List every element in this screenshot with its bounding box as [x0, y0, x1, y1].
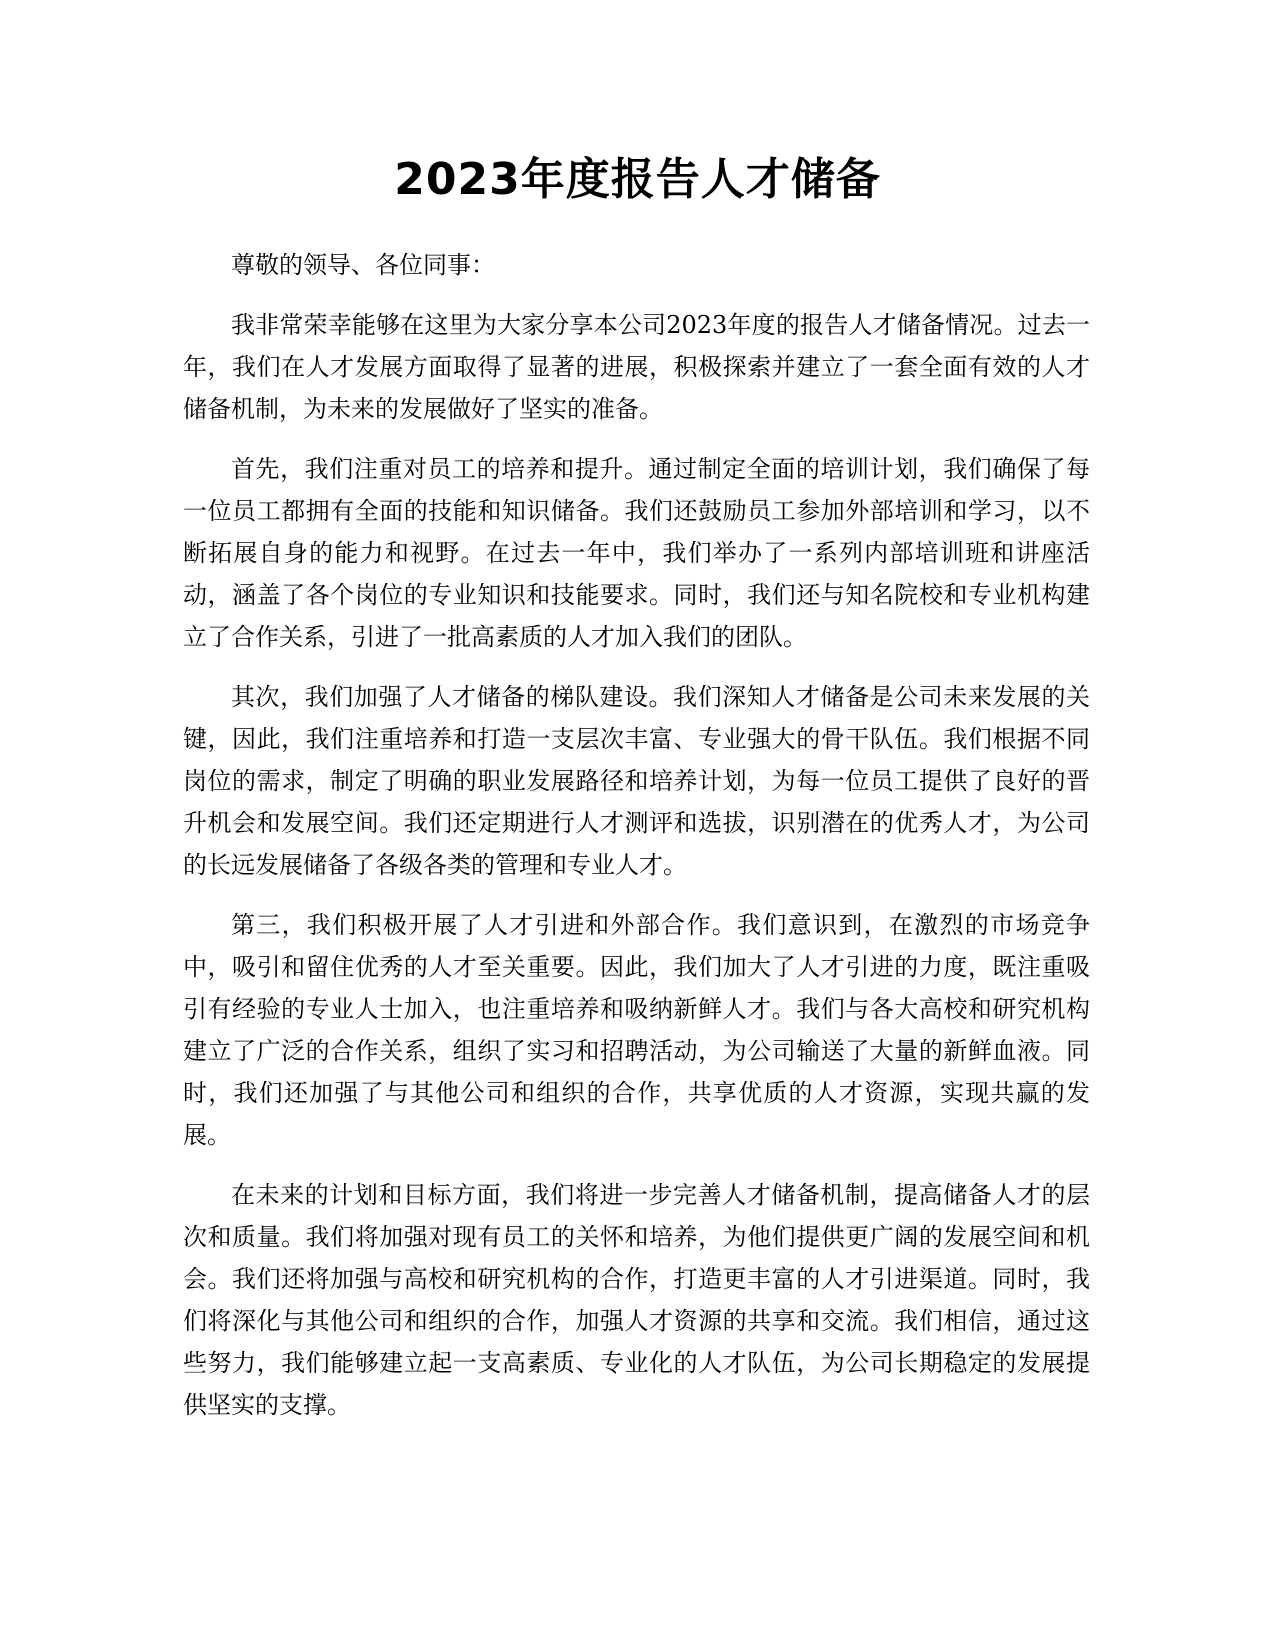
paragraph-recruitment: 第三，我们积极开展了人才引进和外部合作。我们意识到，在激烈的市场竞争中，吸引和留住优秀的人才至关重要。因此，我们加大了人才引进的力度，既注重吸引有经验的专业人士加入，也注重培养和吸纳新鲜人才。我们与各大高校和研究机构建立了广泛的合作关系，组织了实习和招聘活动，为公司输送了大量的新鲜血液。同时，我们还加强了与其他公司和组织的合作，共享优质的人才资源，实现共赢的发展。: [183, 911, 1090, 1149]
document-title: 2023年度报告人才储备: [394, 154, 881, 205]
paragraph-intro: 我非常荣幸能够在这里为大家分享本公司2023年度的报告人才储备情况。过去一年，我们在人才发展方面取得了显著的进展，积极探索并建立了一套全面有效的人才储备机制，为未来的发展做好了坚实的准备。: [183, 311, 1090, 423]
paragraph-training: 首先，我们注重对员工的培养和提升。通过制定全面的培训计划，我们确保了每一位员工都拥有全面的技能和知识储备。我们还鼓励员工参加外部培训和学习，以不断拓展自身的能力和视野。在过去一年中，我们举办了一系列内部培训班和讲座活动，涵盖了各个岗位的专业知识和技能要求。同时，我们还与知名院校和专业机构建立了合作关系，引进了一批高素质的人才加入我们的团队。: [183, 455, 1090, 651]
paragraph-future-plans: 在未来的计划和目标方面，我们将进一步完善人才储备机制，提高储备人才的层次和质量。我们将加强对现有员工的关怀和培养，为他们提供更广阔的发展空间和机会。我们还将加强与高校和研究机构的合作，打造更丰富的人才引进渠道。同时，我们将深化与其他公司和组织的合作，加强人才资源的共享和交流。我们相信，通过这些努力，我们能够建立起一支高素质、专业化的人才队伍，为公司长期稳定的发展提供坚实的支撑。: [183, 1181, 1090, 1419]
paragraph-echelon: 其次，我们加强了人才储备的梯队建设。我们深知人才储备是公司未来发展的关键，因此，我们注重培养和打造一支层次丰富、专业强大的骨干队伍。我们根据不同岗位的需求，制定了明确的职业发展路径和培养计划，为每一位员工提供了良好的晋升机会和发展空间。我们还定期进行人才测评和选拔，识别潜在的优秀人才，为公司的长远发展储备了各级各类的管理和专业人才。: [183, 683, 1090, 879]
greeting-paragraph: 尊敬的领导、各位同事：: [231, 251, 495, 279]
document-body: [183, 244, 1090, 1444]
